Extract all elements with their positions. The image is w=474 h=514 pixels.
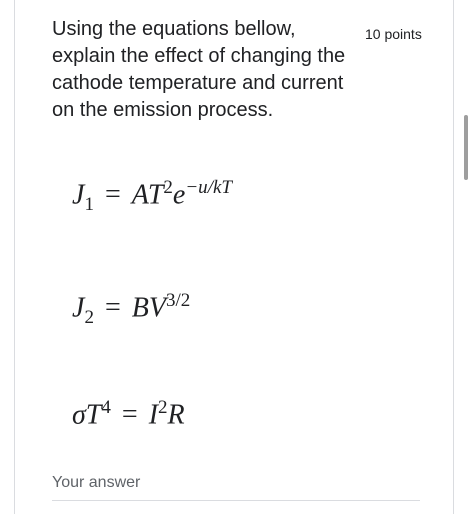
eq2-operator: = (104, 292, 121, 324)
eq2-lhs-symbol: J (72, 292, 85, 324)
answer-input[interactable]: Your answer (52, 474, 141, 491)
eq3-lhs-sup: 4 (101, 397, 111, 418)
question-text: Using the equations bellow, explain the effect of changing the cathode temperature and current on the emission process. (52, 18, 346, 121)
equation-2 (72, 290, 190, 329)
eq1-operator: = (104, 179, 121, 211)
equation-3 (72, 397, 185, 431)
equation-1 (72, 177, 232, 216)
scrollbar[interactable] (464, 115, 468, 180)
eq3-rhs-r: R (167, 399, 185, 431)
eq3-rhs-i-sup: 2 (158, 397, 168, 418)
eq2-rhs: BV (131, 292, 166, 324)
eq3-rhs-i: I (148, 399, 159, 431)
eq1-rhs-a-sup: 2 (163, 177, 173, 198)
eq2-rhs-sup: 3/2 (165, 290, 191, 311)
eq1-rhs-e-sup: −u/kT (185, 177, 233, 198)
eq1-rhs-a: AT (131, 179, 164, 211)
eq2-lhs-sub: 2 (84, 306, 94, 328)
eq1-lhs-sub: 1 (84, 193, 94, 215)
eq3-operator: = (121, 399, 138, 431)
answer-underline (52, 500, 420, 501)
points-label: 10 points (365, 26, 422, 42)
eq1-rhs-e: e (172, 179, 186, 211)
eq1-lhs-symbol: J (72, 179, 85, 211)
eq3-lhs: σT (72, 399, 102, 431)
